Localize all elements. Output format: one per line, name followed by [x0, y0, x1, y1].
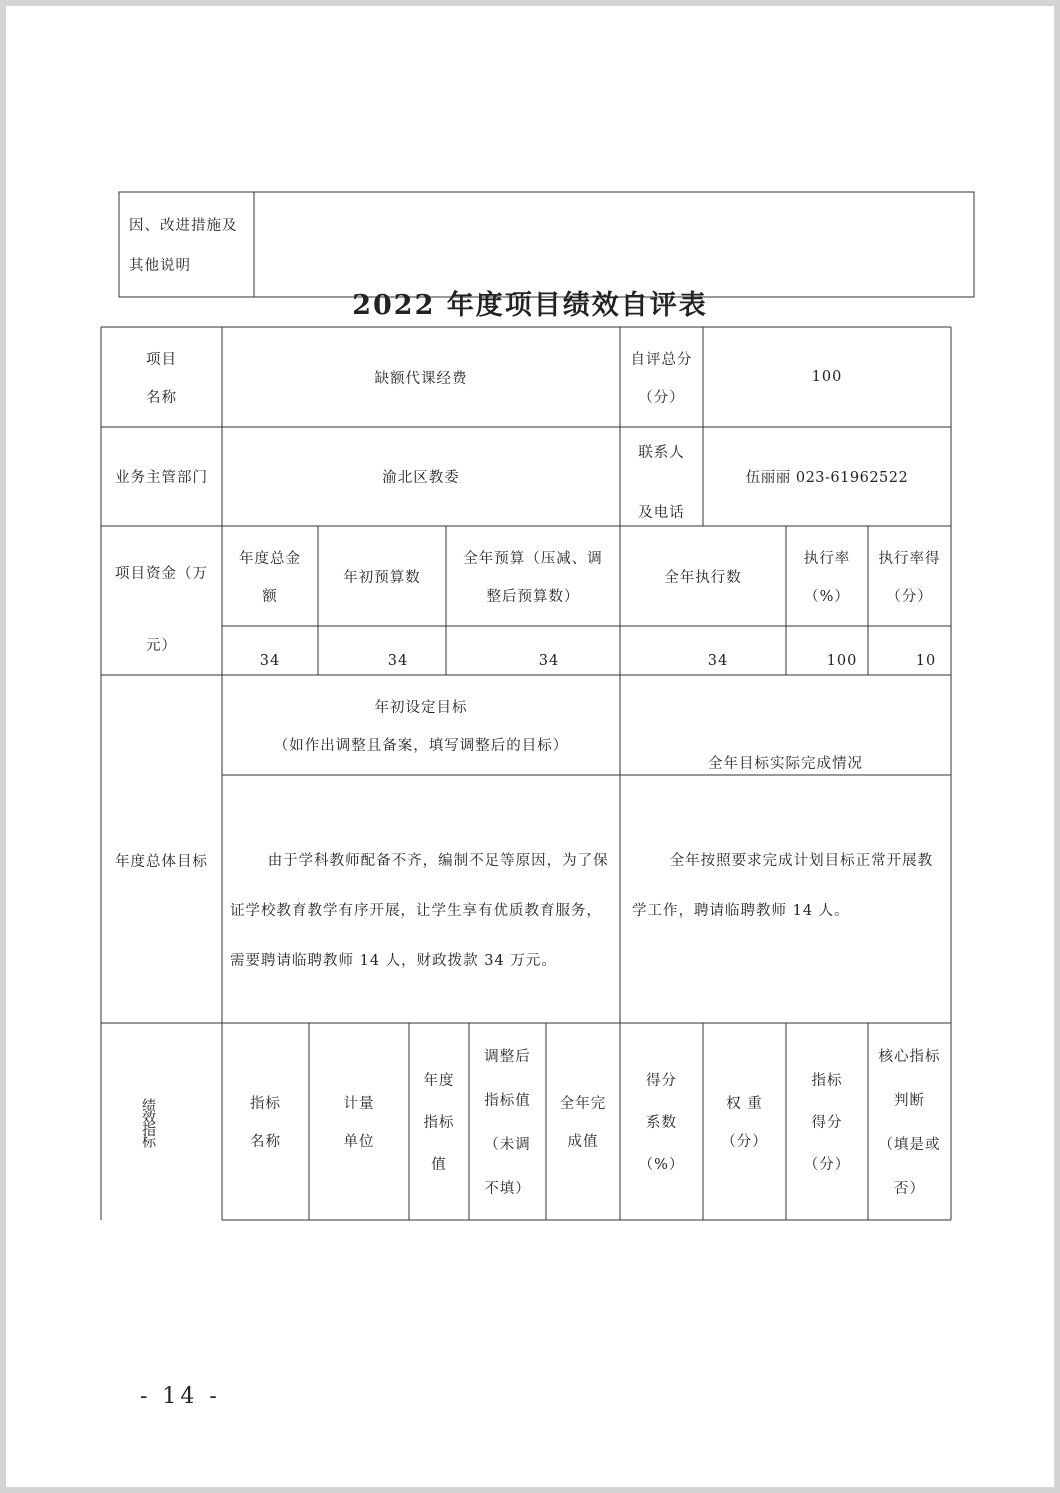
funds-label-2: 元）	[146, 638, 177, 654]
goal-left-text: 由于学科教师配备不齐，编制不足等原因，为了保证学校教育教学有序开展，让学生享有优质教育服务，需要聘请临聘教师 14 人，财政拨款 34 万元。	[230, 853, 609, 969]
page-title: 2022 年度项目绩效自评表	[352, 290, 708, 321]
self-score-label-2: （分）	[638, 389, 685, 406]
perf-header-adjusted-1: 调整后	[484, 1048, 531, 1065]
funds-header-full-year-budget-1: 全年预算（压减、调	[463, 550, 603, 567]
self-score-value: 100	[811, 369, 843, 385]
perf-label-cell	[101, 1023, 195, 1220]
perf-header-completed-1: 全年完	[559, 1095, 607, 1112]
contact-value: 伍丽丽 023-61962522	[745, 470, 909, 486]
self-score-label-cell	[620, 327, 703, 427]
perf-header-adjusted-4: 不填）	[484, 1181, 531, 1198]
perf-header-weight-2: （分）	[721, 1134, 768, 1151]
funds-value-exec-rate: 100	[826, 652, 858, 669]
funds-header-annual-total-1: 年度总金	[239, 550, 301, 567]
self-score-label-1: 自评总分	[630, 351, 693, 368]
funds-value-initial-budget: 34	[387, 652, 409, 669]
perf-header-unit-2: 单位	[343, 1134, 375, 1151]
funds-header-exec-score-1: 执行率得	[878, 550, 941, 567]
contact-label-1: 联系人	[638, 445, 685, 461]
project-name-label-2: 名称	[146, 389, 177, 406]
funds-header-executed: 全年执行数	[664, 569, 742, 586]
perf-header-core	[868, 1023, 951, 1220]
perf-header-core-2: 判断	[894, 1092, 925, 1109]
perf-header-annual-1: 年度	[423, 1073, 455, 1090]
funds-header-exec-score	[868, 526, 951, 626]
perf-header-weight	[703, 1023, 786, 1220]
perf-header-unit	[309, 1023, 409, 1220]
funds-header-exec-score-2: （分）	[886, 588, 933, 605]
perf-header-unit-1: 计量	[343, 1095, 375, 1112]
perf-header-annual-2: 指标	[423, 1114, 455, 1131]
funds-value-full-year-budget: 34	[538, 652, 560, 669]
funds-header-exec-rate	[786, 526, 868, 626]
project-name-label-cell	[101, 327, 222, 427]
goal-right-text: 全年按照要求完成计划目标正常开展教学工作，聘请临聘教师 14 人。	[632, 853, 934, 919]
funds-header-exec-rate-1: 执行率	[803, 550, 851, 567]
funds-header-initial-budget: 年初预算数	[343, 569, 421, 586]
perf-header-name	[222, 1023, 309, 1220]
funds-value-exec-score: 10	[915, 652, 937, 669]
perf-header-score	[786, 1023, 868, 1220]
perf-header-score-3: （分）	[803, 1156, 851, 1173]
remnant-label-cell	[119, 192, 254, 297]
remnant-label-line2: 其他说明	[129, 258, 191, 275]
funds-header-exec-rate-2: （%）	[804, 588, 850, 605]
goal-header-left-2: （如作出调整且备案，填写调整后的目标）	[273, 737, 569, 754]
funds-header-full-year-budget-2: 整后预算数）	[486, 588, 580, 605]
funds-value-executed: 34	[707, 652, 729, 669]
contact-label-2: 及电话	[638, 505, 685, 521]
remnant-label-line1: 因、改进措施及	[129, 217, 238, 234]
goal-header-left-1: 年初设定目标	[374, 699, 468, 716]
perf-header-coef-1: 得分	[646, 1073, 677, 1090]
goal-header-left	[222, 675, 620, 775]
goal-label: 年度总体目标	[115, 853, 208, 870]
perf-header-coef-3: （%）	[638, 1156, 685, 1173]
perf-header-score-2: 得分	[811, 1114, 843, 1131]
perf-header-core-3: （填是或	[878, 1137, 941, 1154]
perf-header-completed-2: 成值	[567, 1134, 599, 1151]
perf-header-coef	[620, 1023, 703, 1220]
project-name-label-1: 项目	[146, 351, 177, 368]
funds-header-full-year-budget	[446, 526, 620, 626]
goal-header-right: 全年目标实际完成情况	[708, 756, 863, 772]
perf-header-adjusted-2: 指标值	[484, 1092, 531, 1109]
perf-header-completed	[546, 1023, 620, 1220]
funds-header-annual-total	[222, 526, 318, 626]
funds-label-cell	[101, 526, 222, 675]
perf-header-core-4: 否）	[894, 1181, 925, 1198]
funds-header-annual-total-2: 额	[262, 588, 278, 605]
project-name-value: 缺额代课经费	[374, 370, 468, 387]
perf-header-annual	[409, 1023, 469, 1220]
funds-label-1: 项目资金（万	[115, 566, 208, 582]
contact-label-cell	[620, 427, 703, 526]
perf-header-name-1: 指标	[250, 1095, 281, 1112]
perf-header-name-2: 名称	[250, 1134, 281, 1151]
perf-header-weight-1: 权 重	[726, 1095, 763, 1112]
dept-label: 业务主管部门	[115, 470, 208, 486]
dept-value: 渝北区教委	[382, 470, 460, 486]
remnant-content-cell	[254, 192, 974, 297]
perf-label: 绩效指标	[140, 1097, 156, 1146]
perf-header-adjusted	[469, 1023, 546, 1220]
perf-header-core-1: 核心指标	[878, 1048, 941, 1065]
perf-header-coef-2: 系数	[646, 1114, 677, 1131]
page-number: - 14 -	[140, 1384, 221, 1409]
perf-header-adjusted-3: （未调	[484, 1137, 531, 1154]
perf-header-score-1: 指标	[811, 1073, 843, 1090]
funds-value-annual-total: 34	[259, 652, 281, 669]
perf-header-annual-3: 值	[431, 1156, 447, 1173]
